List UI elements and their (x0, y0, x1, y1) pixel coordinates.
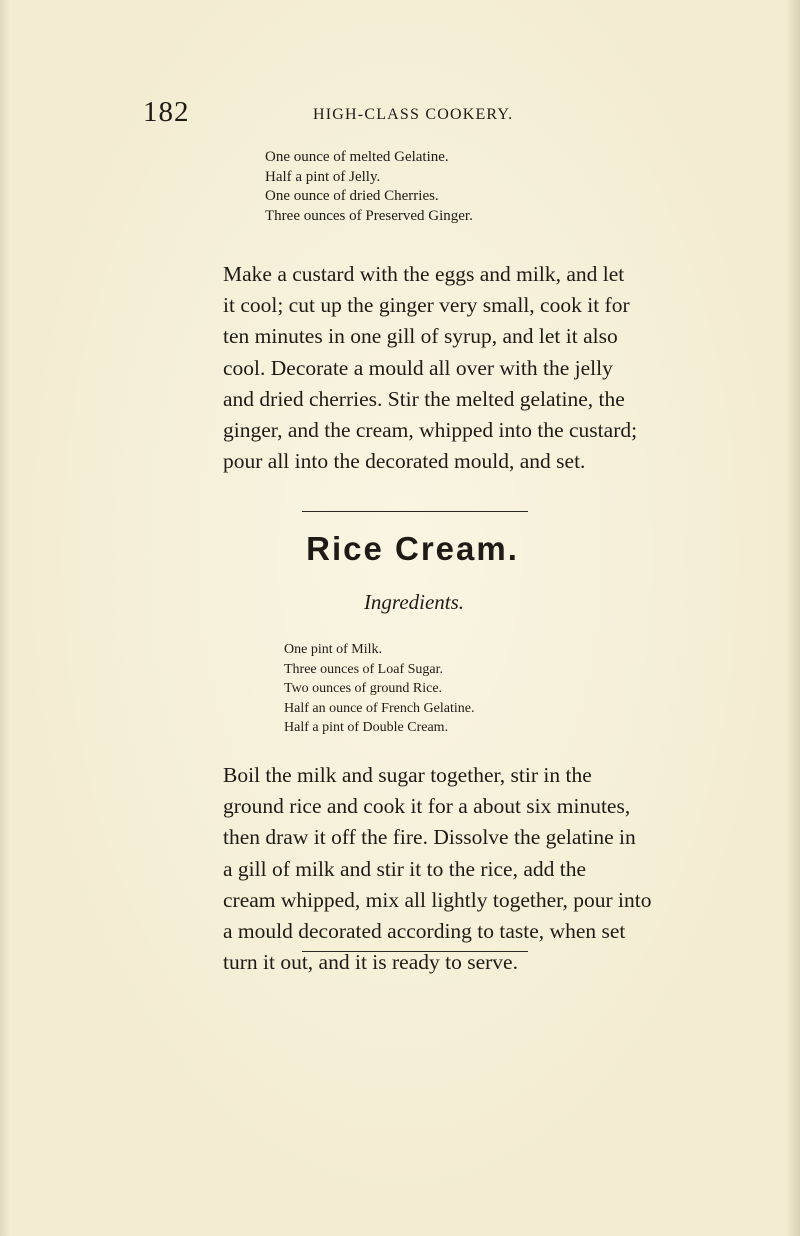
page-edge-shadow-left (0, 0, 10, 1236)
text-line: a mould decorated according to taste, when set (223, 919, 626, 944)
ingredient-item: Three ounces of Loaf Sugar. (284, 661, 443, 677)
text-line: cool. Decorate a mould all over with the jelly (223, 355, 613, 380)
ingredient-item: One pint of Milk. (284, 642, 382, 657)
section-divider (302, 511, 528, 512)
text-line: cream whipped, mix all lightly together, pour into (223, 887, 652, 912)
ingredient-item: Three ounces of Preserved Ginger. (265, 208, 473, 225)
text-line: then draw it off the fire. Dissolve the gelatine in (223, 825, 636, 850)
text-line: Boil the milk and sugar together, stir in the (223, 763, 592, 787)
ingredient-item: Two ounces of ground Rice. (284, 681, 443, 696)
page-edge-shadow (786, 0, 800, 1236)
ingredient-item: One ounce of melted Gelatine. (265, 149, 449, 165)
ingredient-list-previous-recipe (265, 148, 473, 227)
method-paragraph-rice-cream (223, 760, 652, 978)
ingredient-item: Half an ounce of French Gelatine. (284, 700, 475, 716)
text-line: ground rice and cook it for a about six minutes, (223, 794, 631, 819)
running-head: HIGH-CLASS COOKERY. (313, 106, 514, 123)
text-line: it cool; cut up the ginger very small, cook it for (223, 293, 630, 318)
section-divider (302, 951, 528, 952)
ingredient-item: One ounce of dried Cherries. (265, 188, 439, 205)
text-line: turn it out, and it is ready to serve. (223, 950, 518, 975)
text-line: pour all into the decorated mould, and set. (223, 449, 586, 474)
text-line: a gill of milk and stir it to the rice, add the (223, 856, 587, 881)
page-number: 182 (143, 96, 190, 128)
ingredient-list-rice-cream (284, 640, 474, 738)
recipe-title: Rice Cream. (306, 530, 519, 567)
text-line: and dried cherries. Stir the melted gelatine, the (223, 386, 625, 411)
text-line: Make a custard with the eggs and milk, and let (223, 262, 625, 286)
method-paragraph-previous-recipe (223, 259, 638, 477)
ingredient-item: Half a pint of Jelly. (265, 168, 381, 185)
text-line: ten minutes in one gill of syrup, and let it also (223, 324, 618, 349)
ingredient-item: Half a pint of Double Cream. (284, 720, 449, 735)
page-header (143, 96, 543, 136)
ingredients-heading: Ingredients. (363, 590, 465, 614)
text-line: ginger, and the cream, whipped into the custard; (223, 418, 638, 443)
